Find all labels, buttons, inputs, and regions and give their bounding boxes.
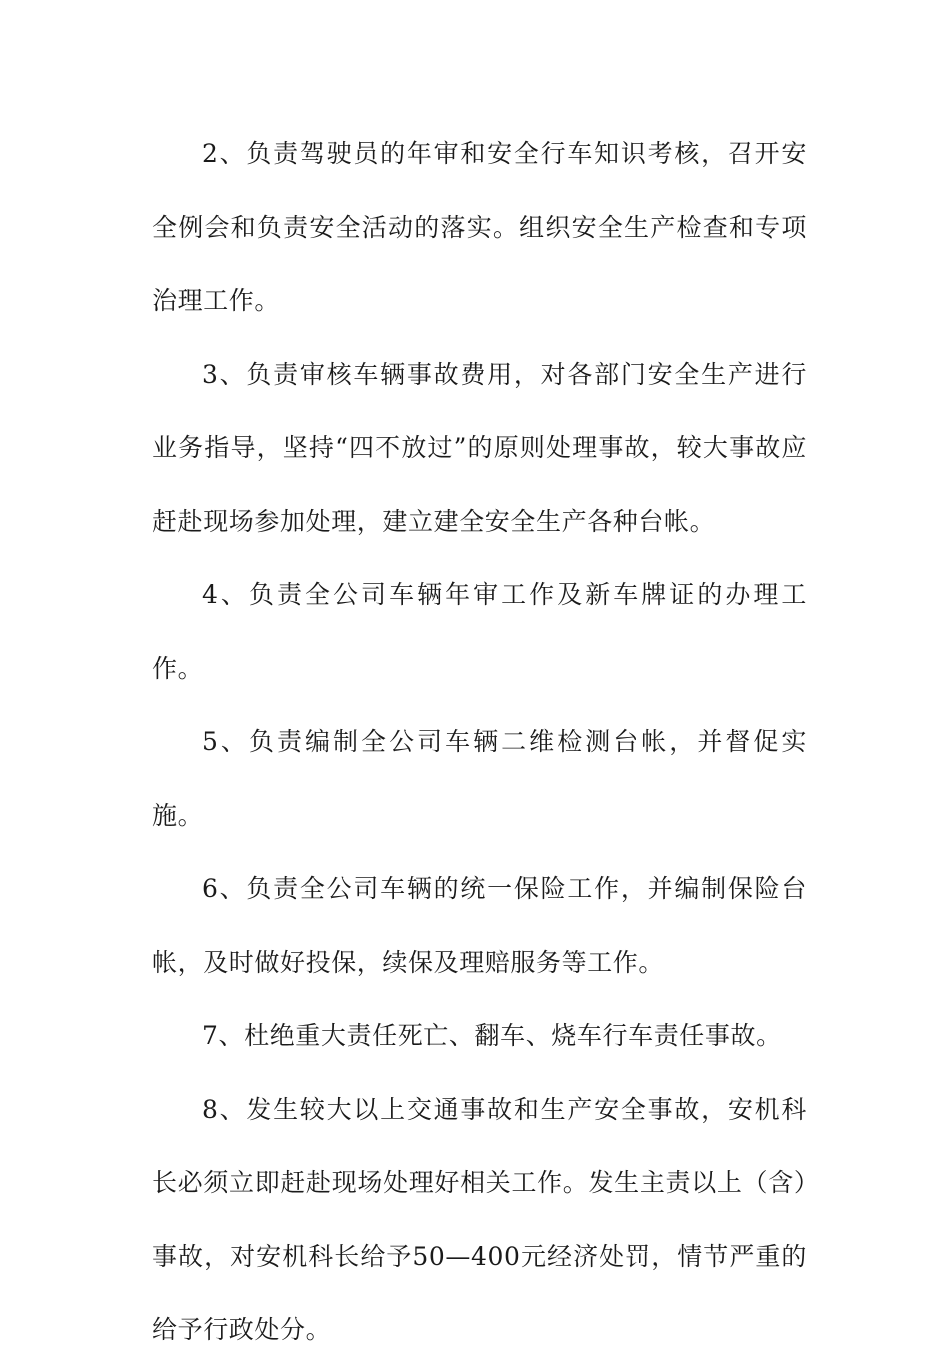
paragraph-item-4: 4、负责全公司车辆年审工作及新车牌证的办理工作。 (152, 580, 807, 683)
paragraph-item-6: 6、负责全公司车辆的统一保险工作，并编制保险台帐，及时做好投保，续保及理赔服务等工作。 (152, 874, 807, 977)
paragraph-item-7: 7、杜绝重大责任死亡、翻车、烧车行车责任事故。 (202, 1021, 782, 1050)
paragraph-item-3: 3、负责审核车辆事故费用，对各部门安全生产进行业务指导，坚持“四不放过”的原则处理事故，较大事故应赶赴现场参加处理，建立建全安全生产各种台帐。 (152, 359, 807, 536)
document-body (152, 117, 807, 1367)
paragraph-item-5: 5、负责编制全公司车辆二维检测台帐，并督促实施。 (152, 727, 807, 830)
paragraph-item-8: 8、发生较大以上交通事故和生产安全事故，安机科长必须立即赶赴现场处理好相关工作。发生主责以上（含）事故，对安机科长给予50—400元经济处罚，情节严重的给予行政处分。 (152, 1094, 807, 1344)
paragraph-item-2: 2、负责驾驶员的年审和安全行车知识考核，召开安全例会和负责安全活动的落实。组织安全生产检查和专项治理工作。 (152, 139, 807, 315)
